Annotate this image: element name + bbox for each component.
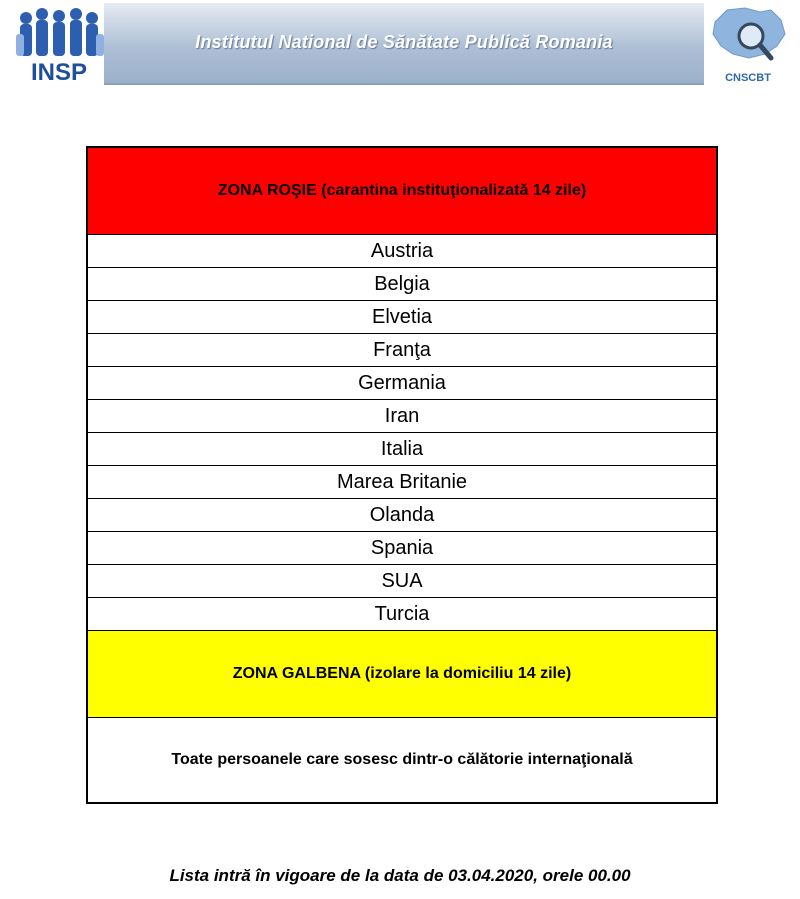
institute-title: Institutul National de Sănătate Publică Romania xyxy=(195,32,613,52)
people-silhouette-icon xyxy=(14,4,104,86)
country-row: Austria xyxy=(88,235,716,268)
country-row: Olanda xyxy=(88,499,716,532)
red-zone-country-list xyxy=(88,235,716,631)
country-row: Italia xyxy=(88,433,716,466)
document-header xyxy=(0,0,800,90)
country-row: Belgia xyxy=(88,268,716,301)
country-row: Turcia xyxy=(88,598,716,631)
romania-map-magnifier-icon xyxy=(705,2,791,72)
country-row: SUA xyxy=(88,565,716,598)
svg-text:INSP: INSP xyxy=(30,59,88,86)
effective-date-note: Lista intră în vigoare de la data de 03.04.2020, orele 00.00 xyxy=(169,866,631,885)
country-row: Marea Britanie xyxy=(88,466,716,499)
country-row: Iran xyxy=(88,400,716,433)
header-banner xyxy=(104,3,704,85)
country-row: Elvetia xyxy=(88,301,716,334)
yellow-zone-header: ZONA GALBENA (izolare la domiciliu 14 zile) xyxy=(88,631,716,718)
country-row: Franţa xyxy=(88,334,716,367)
yellow-zone-description: Toate persoanele care sosesc dintr-o călătorie internaţională xyxy=(171,751,633,768)
country-row: Germania xyxy=(88,367,716,400)
cnscbt-logo xyxy=(705,2,791,88)
cnscbt-label: CNSCBT xyxy=(725,72,771,84)
red-zone-header: ZONA ROŞIE (carantina instituţionalizată 14 zile) xyxy=(88,148,716,235)
country-row: Spania xyxy=(88,532,716,565)
zone-table xyxy=(86,146,718,804)
insp-logo xyxy=(14,4,104,86)
